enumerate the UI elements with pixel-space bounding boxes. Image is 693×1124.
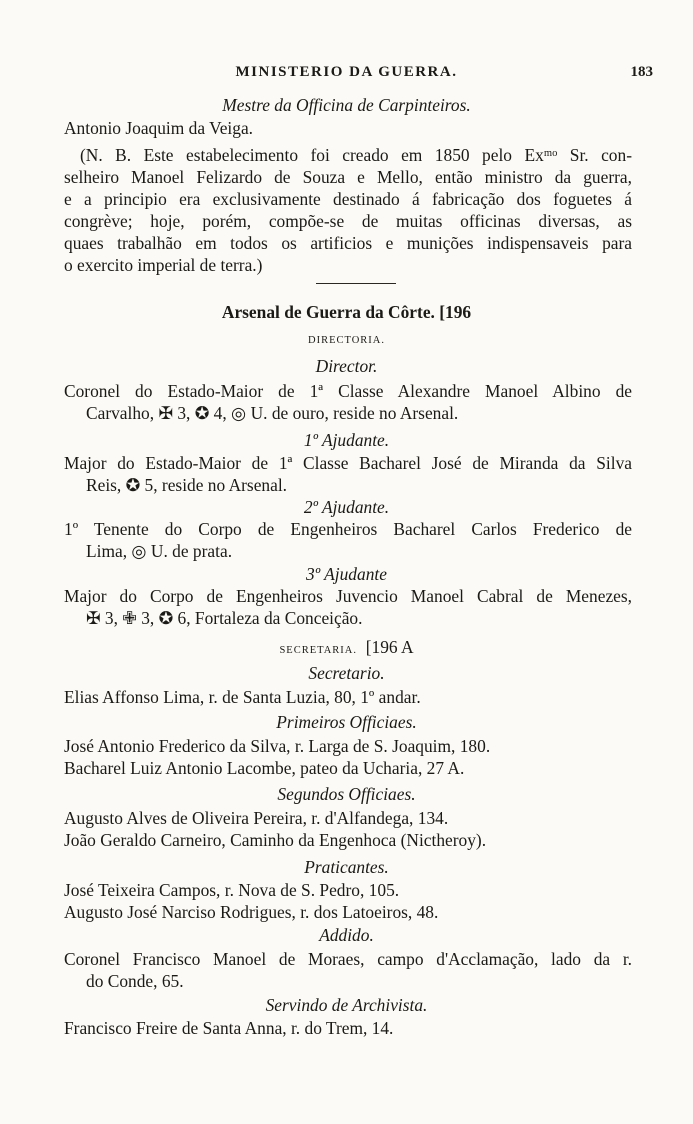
primeiros-heading: Primeiros Officiaes. — [276, 712, 417, 732]
note-line: selheiro Manoel Felizardo de Souza e Mello, então ministro da guerra, — [64, 167, 632, 187]
secretaria-title — [0, 636, 693, 662]
ajudante1-entry: Major do Estado-Maior de 1ª Classe Bacharel José de Miranda da Silva — [64, 453, 632, 473]
note-line: congrève; hoje, porém, compõe-se de muitas officinas diversas, as — [64, 211, 632, 231]
note-line: quaes trabalhão em todos os artificios e munições indispensaveis para — [64, 233, 632, 253]
ajudante3-heading: 3º Ajudante — [306, 564, 387, 584]
director-entry: Coronel do Estado-Maior de 1ª Classe Alexandre Manoel Albino de — [64, 381, 632, 401]
praticantes-entry: José Teixeira Campos, r. Nova de S. Pedro, 105. — [64, 880, 400, 900]
ajudante3-entry: Major do Corpo de Engenheiros Juvencio Manoel Cabral de Menezes, — [64, 586, 632, 606]
section-divider — [316, 283, 396, 284]
addido-heading: Addido. — [319, 925, 374, 945]
arsenal-title: Arsenal de Guerra da Côrte. [196 — [221, 302, 472, 322]
director-heading: Director. — [315, 356, 378, 376]
ajudante2-heading: 2º Ajudante. — [303, 497, 390, 517]
secretario-heading: Secretario. — [308, 663, 385, 683]
segundos-entry: Augusto Alves de Oliveira Pereira, r. d'Alfandega, 134. — [64, 808, 449, 828]
ajudante1-entry-cont: Reis, ✪ 5, reside no Arsenal. — [86, 475, 288, 495]
segundos-entry: João Geraldo Carneiro, Caminho da Engenhoca (Nictheroy). — [64, 830, 487, 850]
note-line: (N. B. Este estabelecimento foi creado em 1850 pelo Exᵐᵒ Sr. con- — [80, 145, 632, 165]
ajudante2-entry: 1º Tenente do Corpo de Engenheiros Bacharel Carlos Frederico de — [64, 519, 632, 539]
note-line: o exercito imperial de terra.) — [64, 255, 263, 275]
note-line: e a principio era exclusivamente destinado á fabricação dos foguetes á — [64, 189, 632, 209]
secretaria-number: [196 A — [361, 637, 414, 657]
primeiros-entry: Bacharel Luiz Antonio Lacombe, pateo da Ucharia, 27 A. — [64, 758, 465, 778]
archivista-entry: Francisco Freire de Santa Anna, r. do Trem, 14. — [64, 1018, 394, 1038]
praticantes-heading: Praticantes. — [304, 857, 389, 877]
secretario-entry: Elias Affonso Lima, r. de Santa Luzia, 80, 1º andar. — [64, 687, 421, 707]
running-title: MINISTERIO DA GUERRA. — [235, 64, 458, 80]
mestre-name: Antonio Joaquim da Veiga. — [64, 118, 254, 138]
directoria-heading: DIRECTORIA. — [307, 335, 385, 346]
addido-entry-cont: do Conde, 65. — [86, 971, 184, 991]
archivista-heading: Servindo de Archivista. — [265, 995, 428, 1015]
page-number: 183 — [630, 64, 653, 80]
ajudante2-entry-cont: Lima, ◎ U. de prata. — [86, 541, 233, 561]
director-entry-cont: Carvalho, ✠ 3, ✪ 4, ◎ U. de ouro, reside no Arsenal. — [86, 403, 459, 423]
ajudante1-heading: 1º Ajudante. — [303, 430, 390, 450]
praticantes-entry: Augusto José Narciso Rodrigues, r. dos Latoeiros, 48. — [64, 902, 439, 922]
ajudante3-entry-cont: ✠ 3, ✙ 3, ✪ 6, Fortaleza da Conceição. — [86, 608, 363, 628]
addido-entry: Coronel Francisco Manoel de Moraes, campo d'Acclamação, lado da r. — [64, 949, 632, 969]
secretaria-label: SECRETARIA. — [279, 645, 357, 656]
subhead-mestre: Mestre da Officina de Carpinteiros. — [222, 95, 471, 115]
segundos-heading: Segundos Officiaes. — [277, 784, 416, 804]
primeiros-entry: José Antonio Frederico da Silva, r. Larga de S. Joaquim, 180. — [64, 736, 491, 756]
